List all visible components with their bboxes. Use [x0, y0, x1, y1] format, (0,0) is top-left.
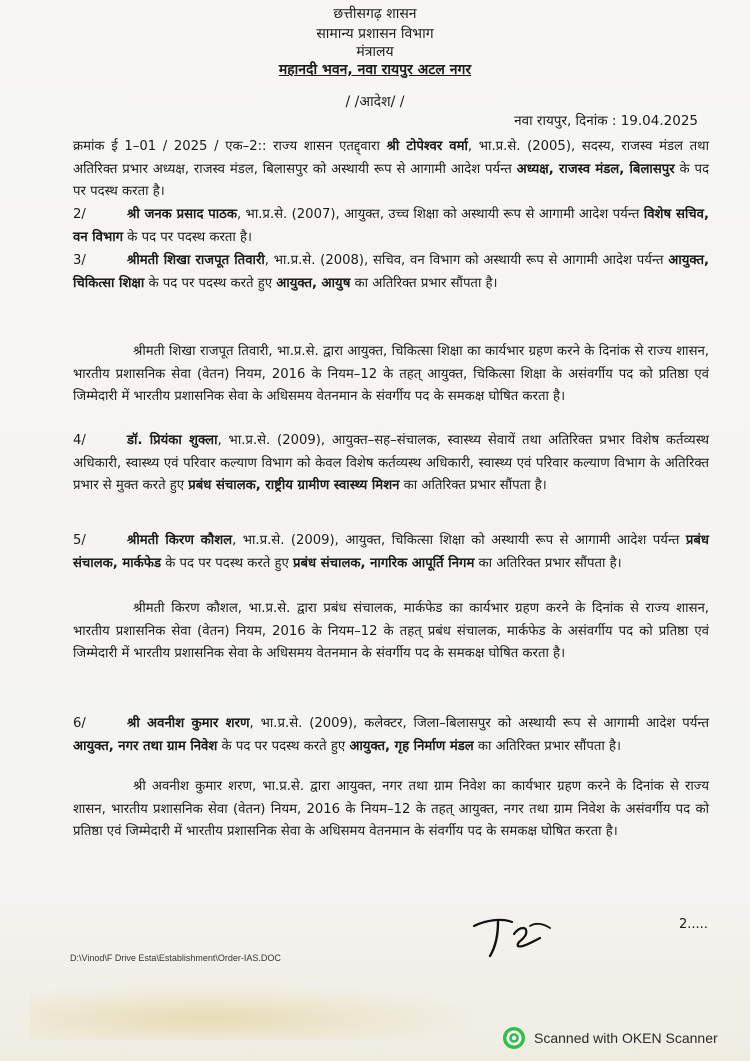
- p2-number: 2/: [73, 207, 86, 222]
- paragraph-3: [73, 250, 709, 295]
- dateline: नवा रायपुर, दिनांक : 19.04.2025: [514, 113, 698, 129]
- p6-text-g: का अतिरिक्त प्रभार सौंपता है।: [473, 738, 621, 754]
- header-ministry: मंत्रालय: [356, 44, 394, 60]
- p2-text-e: के पद पर पदस्थ करता है।: [123, 229, 253, 245]
- p5-text-g: का अतिरिक्त प्रभार सौंपता है।: [474, 555, 622, 571]
- order-title: / /आदेश/ /: [345, 94, 405, 110]
- p6-text-e: के पद पर पदस्थ करते हुए: [217, 738, 350, 754]
- p5-text-c: , भा.प्र.से. (2009), आयुक्त, चिकित्सा शिक्षा को अस्थायी रूप से आगामी आदेश पर्यन्त: [232, 533, 686, 548]
- paragraph-6: [73, 713, 709, 758]
- p3-number: 3/: [73, 253, 86, 268]
- p5-number: 5/: [73, 533, 86, 548]
- p5-additional-charge: प्रबंध संचालक, नागरिक आपूर्ति निगम: [293, 555, 475, 571]
- p3-text-c: , भा.प्र.से. (2008), सचिव, वन विभाग को अस्थायी रूप से आगामी आदेश पर्यन्त: [264, 253, 669, 268]
- paragraph-5-note: श्रीमती किरण कौशल, भा.प्र.से. द्वारा प्रबंध संचालक, मार्कफेड का कार्यभार ग्रहण करने के दिनांक से राज्य शासन, भारतीय प्रशासनिक सेवा (वेतन) नियम, 2016 के नियम–12 के तहत् प्रबंध संचालक, मार्कफेड के असंवर्गीय पद को प्रतिष्ठा एवं जिम्मेदारी में भारतीय प्रशासनिक सेवा के अधिसमय वेतनमान के संवर्गीय पद के समकक्ष घोषित करता है।: [73, 601, 709, 662]
- header-department: सामान्य प्रशासन विभाग: [316, 26, 434, 42]
- paragraph-5: [73, 530, 709, 575]
- signature-icon: [468, 912, 558, 962]
- p1-post: अध्यक्ष, राजस्व मंडल, बिलासपुर: [516, 161, 675, 177]
- oken-scanner-icon: [502, 1026, 526, 1050]
- p2-text-c: , भा.प्र.से. (2007), आयुक्त, उच्च शिक्षा को अस्थायी रूप से आगामी आदेश पर्यन्त: [236, 207, 644, 222]
- p6-post: आयुक्त, नगर तथा ग्राम निवेश: [73, 738, 218, 754]
- p3-text-e: के पद पर पदस्थ करते हुए: [144, 275, 277, 291]
- paragraph-6-note: श्री अवनीश कुमार शरण, भा.प्र.से. द्वारा आयुक्त, नगर तथा ग्राम निवेश का कार्यभार ग्रहण करने के दिनांक से राज्य शासन, भारतीय प्रशासनिक सेवा (वेतन) नियम, 2016 के नियम–12 के तहत् आयुक्त, नगर तथा ग्राम निवेश के असंवर्गीय पद को प्रतिष्ठा एवं जिम्मेदारी में भारतीय प्रशासनिक सेवा के अधिसमय वेतनमान के संवर्गीय पद के समकक्ष घोषित करता है।: [73, 779, 709, 840]
- paragraph-1: [73, 136, 709, 204]
- p1-text-c: , भा.प्र.से. (2005), सदस्य, राजस्व मंडल तथा अतिरिक्त प्रभार अध्यक्ष, राजस्व मंडल, बिलासपुर को अस्थायी रूप से आगामी आदेश पर्यन्त: [73, 139, 709, 177]
- paragraph-2: [73, 204, 709, 249]
- scanner-watermark: [502, 1026, 718, 1050]
- p3-officer-name: श्रीमती शिखा राजपूत तिवारी: [127, 253, 265, 268]
- p2-post: विशेष सचिव, वन विभाग: [73, 207, 709, 245]
- paper-stain: [30, 985, 470, 1040]
- p6-text-c: , भा.प्र.से. (2009), कलेक्टर, जिला–बिलासपुर को अस्थायी रूप से आगामी आदेश पर्यन्त: [249, 716, 710, 731]
- p6-officer-name: श्री अवनीश कुमार शरण: [127, 716, 250, 731]
- file-path: D:\Vinod\F Drive Esta\Establishment\Order-IAS.DOC: [70, 953, 281, 963]
- p1-officer-name: श्री टोपेश्वर वर्मा: [386, 139, 468, 154]
- p5-officer-name: श्रीमती किरण कौशल: [127, 533, 233, 548]
- p1-text-e: के पद पर पदस्थ करता है।: [73, 161, 709, 200]
- p6-additional-charge: आयुक्त, गृह निर्माण मंडल: [349, 738, 474, 754]
- header-address: [0, 60, 750, 79]
- p3-text-g: का अतिरिक्त प्रभार सौंपता है।: [350, 275, 498, 291]
- p2-officer-name: श्री जनक प्रसाद पाठक: [127, 207, 237, 222]
- p1-text-a: क्रमांक ई 1–01 / 2025 / एक–2:: राज्य शासन एतद्द्वारा: [73, 139, 387, 154]
- p6-number: 6/: [73, 716, 86, 731]
- p4-additional-charge: प्रबंध संचालक, राष्ट्रीय ग्रामीण स्वास्थ्य मिशन: [188, 478, 400, 494]
- p3-additional-charge: आयुक्त, आयुष: [276, 275, 351, 291]
- p4-text-c: , भा.प्र.से. (2009), आयुक्त–सह–संचालक, स्वास्थ्य सेवायें तथा अतिरिक्त प्रभार विशेष कर्तव्यस्थ अधिकारी, स्वास्थ्य एवं परिवार कल्याण विभाग को केवल विशेष कर्तव्यस्थ अधिकारी, स्वास्थ्य एवं परिवार कल्याण विभाग के अतिरिक्त प्रभार से मुक्त करते हुए: [73, 433, 709, 494]
- scanner-label: Scanned with OKEN Scanner: [534, 1030, 718, 1046]
- p5-text-e: के पद पर पदस्थ करते हुए: [161, 555, 293, 571]
- paragraph-3-note: श्रीमती शिखा राजपूत तिवारी, भा.प्र.से. द्वारा आयुक्त, चिकित्सा शिक्षा का कार्यभार ग्रहण करने के दिनांक से राज्य शासन, भारतीय प्रशासनिक सेवा (वेतन) नियम, 2016 के नियम–12 के तहत् आयुक्त, चिकित्सा शिक्षा के असंवर्गीय पद को प्रतिष्ठा एवं जिम्मेदारी में भारतीय प्रशासनिक सेवा के अधिसमय वेतनमान के संवर्गीय पद के समकक्ष घोषित करता है।: [73, 344, 709, 405]
- p5-post: प्रबंध संचालक, मार्कफेड: [73, 533, 709, 571]
- p3-post: आयुक्त, चिकित्सा शिक्षा: [73, 253, 709, 291]
- p4-text-e: का अतिरिक्त प्रभार सौंपता है।: [399, 478, 547, 494]
- p4-officer-name: डॉ. प्रियंका शुक्ला: [127, 433, 218, 448]
- header-state: छत्तीसगढ़ शासन: [333, 6, 417, 22]
- page-continuation: 2.....: [679, 917, 708, 932]
- p4-number: 4/: [73, 433, 86, 448]
- paragraph-4: [73, 430, 709, 498]
- header-address-text: महानदी भवन, नवा रायपुर अटल नगर: [278, 62, 472, 78]
